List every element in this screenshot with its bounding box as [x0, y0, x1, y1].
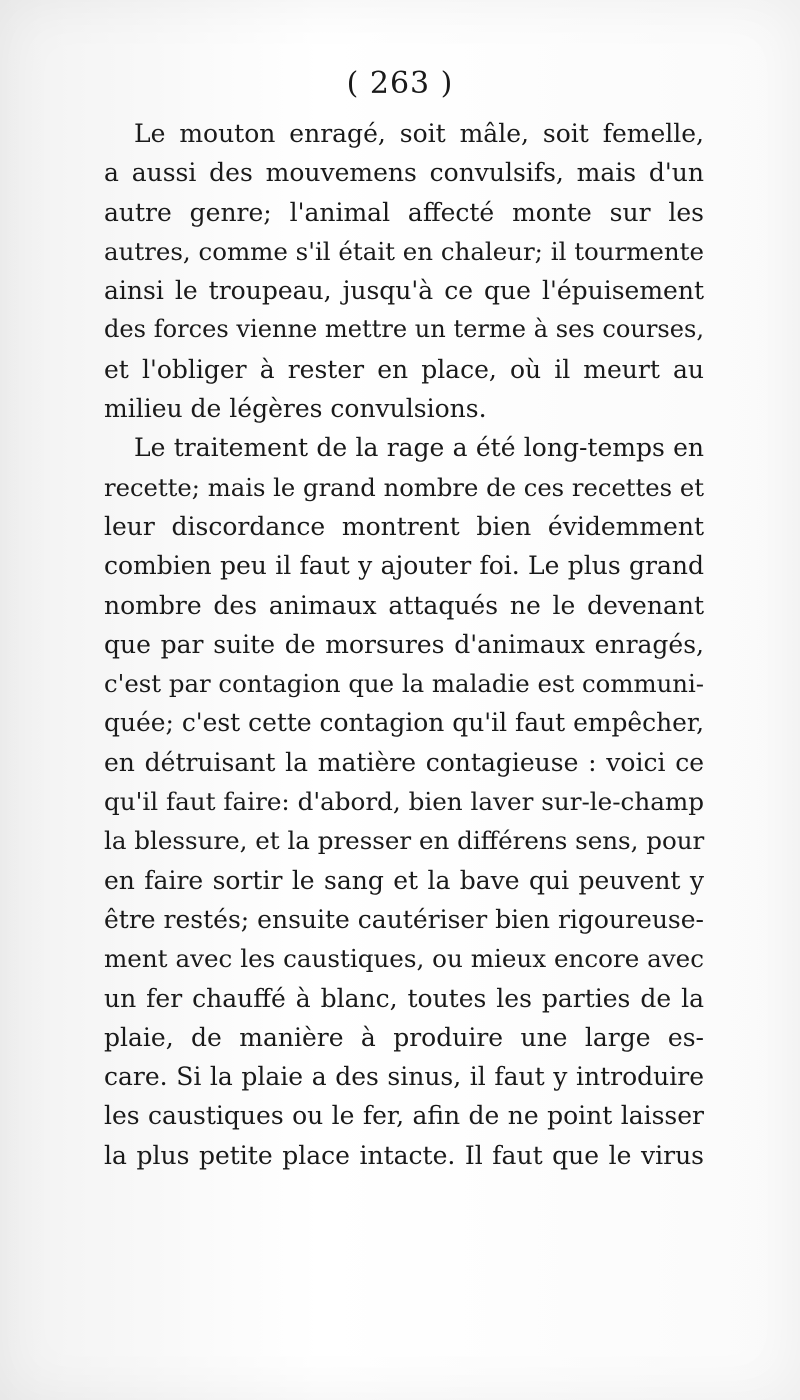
text-line: les caustiques ou le fer, afin de ne point laisser: [104, 1101, 704, 1131]
text-line: recette; mais le grand nombre de ces recettes et: [104, 472, 704, 502]
text-line: en détruisant la matière contagieuse : voici ce: [104, 747, 704, 777]
text-line: combien peu il faut y ajouter foi. Le plus grand: [104, 551, 704, 581]
text-line: que par suite de morsures d'animaux enragés,: [104, 629, 704, 659]
page-number: ( 263 ): [346, 66, 454, 101]
text-line: leur discordance montrent bien évidemment: [104, 511, 704, 541]
text-line: milieu de légères convulsions.: [104, 394, 487, 424]
text-line: et l'obliger à rester en place, où il meurt au: [104, 354, 704, 384]
text-line: c'est par contagion que la maladie est communi-: [104, 669, 704, 699]
text-line: en faire sortir le sang et la bave qui peuvent y: [104, 865, 704, 895]
text-line: plaie, de manière à produire une large es-: [104, 1022, 704, 1052]
text-line: qu'il faut faire: d'abord, bien laver sur-le-champ: [104, 787, 704, 817]
text-line: Le traitement de la rage a été long-temps en: [134, 433, 704, 463]
text-line: des forces vienne mettre un terme à ses courses,: [104, 315, 704, 344]
text-line: a aussi des mouvemens convulsifs, mais d'un: [104, 158, 704, 188]
text-line: Le mouton enragé, soit mâle, soit femelle,: [134, 119, 704, 148]
text-line: être restés; ensuite cautériser bien rigoureuse-: [104, 904, 704, 934]
text-line: ainsi le troupeau, jusqu'à ce que l'épuisement: [104, 276, 704, 306]
text-line: la blessure, et la presser en différens sens, pour: [104, 826, 705, 856]
text-line: un fer chauffé à blanc, toutes les parties de la: [104, 983, 704, 1013]
text-line: care. Si la plaie a des sinus, il faut y introduire: [104, 1062, 704, 1092]
text-line: autre genre; l'animal affecté monte sur les: [104, 197, 704, 227]
text-line: ment avec les caustiques, ou mieux encore avec: [104, 944, 704, 974]
body-text: [104, 114, 704, 1175]
text-line: nombre des animaux attaqués ne le devenant: [104, 590, 704, 620]
text-line: quée; c'est cette contagion qu'il faut empêcher,: [104, 708, 704, 738]
text-line: la plus petite place intacte. Il faut que le virus: [104, 1140, 704, 1170]
paragraph-2: [104, 428, 704, 1175]
paragraph-1: [104, 114, 704, 428]
text-line: autres, comme s'il était en chaleur; il tourmente: [104, 236, 704, 266]
